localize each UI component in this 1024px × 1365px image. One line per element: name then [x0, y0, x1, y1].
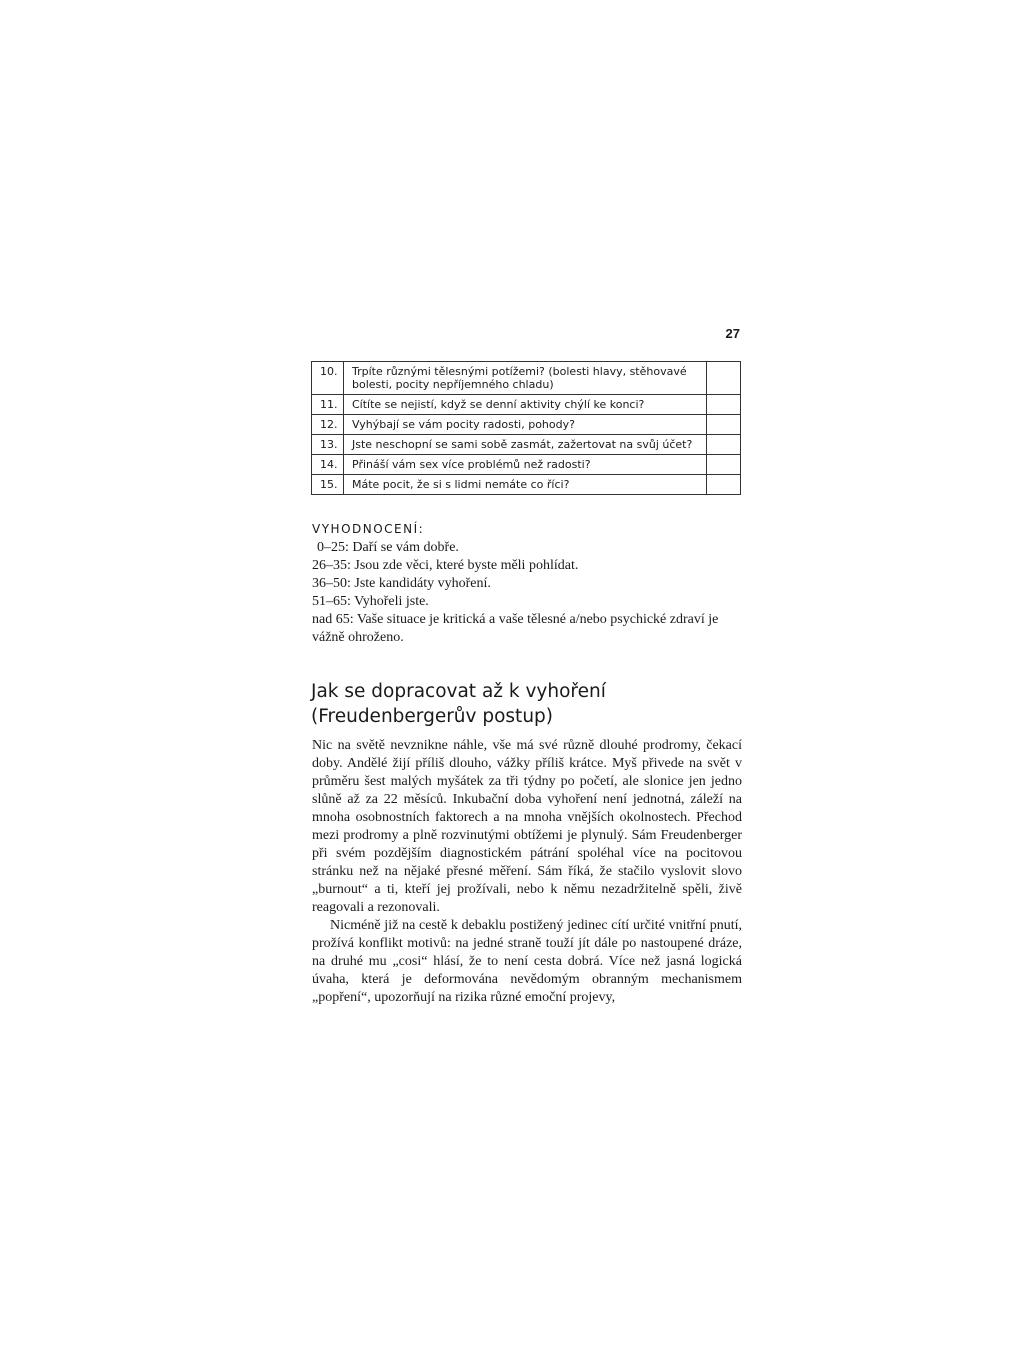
answer-box: [707, 415, 741, 435]
table-row: [312, 362, 741, 395]
paragraph: Nic na světě nevznikne náhle, vše má své různě dlouhé prodromy, čekací doby. Andělé žijí příliš dlouho, vážky příliš krátce. Myš přivede na svět v průměru šest malých myšátek za tři týdny po početí, ale slonice jen jedno slůně až za 22 měsíců. Inkubační doba vyhoření není jednotná, záleží na mnoha osobnostních faktorech a na mnoha vnějších okolnostech. Přechod mezi prodromy a plně rozvinutými obtížemi je plynulý. Sám Freudenberger při svém pozdějším diagnostickém pátrání spoléhal více na pocitovou stránku než na nějaké přesné měření. Sám říká, že stačilo vyslovit slovo „burnout“ a ti, kteří jej prožívali, nebo k němu nezadržitelně spěli, živě reagovali a rezonovali.: [312, 738, 742, 915]
evaluation-item: nad 65: Vaše situace je kritická a vaše tělesné a/nebo psychické zdraví je vážně ohroženo.: [312, 612, 719, 645]
evaluation-heading: VYHODNOCENÍ:: [312, 522, 425, 536]
evaluation-list: [312, 539, 742, 647]
question-number: 14.: [312, 455, 344, 475]
evaluation-item: 26–35: Jsou zde věci, které byste měli pohlídat.: [312, 558, 579, 573]
question-number: 10.: [312, 362, 344, 395]
questionnaire-table: [311, 361, 741, 495]
question-text: Vyhýbají se vám pocity radosti, pohody?: [344, 415, 707, 435]
table-row: [312, 415, 741, 435]
question-text: Jste neschopní se sami sobě zasmát, zažertovat na svůj účet?: [344, 435, 707, 455]
question-text: Máte pocit, že si s lidmi nemáte co říci?: [344, 475, 707, 495]
question-number: 15.: [312, 475, 344, 495]
answer-box: [707, 362, 741, 395]
question-number: 11.: [312, 395, 344, 415]
question-number: 13.: [312, 435, 344, 455]
question-text: Trpíte různými tělesnými potížemi? (bolesti hlavy, stěhovavé bolesti, pocity nepříjemného chladu): [344, 362, 707, 395]
table-row: [312, 435, 741, 455]
evaluation-item: 51–65: Vyhořeli jste.: [312, 594, 429, 609]
table-row: [312, 475, 741, 495]
body-text: [312, 737, 742, 1007]
section-heading-line: Jak se dopracovat až k vyhoření: [311, 681, 606, 702]
paragraph: Nicméně již na cestě k debaklu postižený jedinec cítí určité vnitřní pnutí, prožívá konflikt motivů: na jedné straně touží jít dále po nastoupené dráze, na druhé mu „cosi“ hlásí, že to není cesta dobrá. Více než jasná logická úvaha, která je deformována nevědomým obranným mechanismem „popření“, upozorňují na rizika různé emoční projevy,: [312, 918, 742, 1005]
evaluation-item: 36–50: Jste kandidáty vyhoření.: [312, 576, 491, 591]
answer-box: [707, 395, 741, 415]
page-number: 27: [725, 326, 740, 341]
table-row: [312, 395, 741, 415]
question-text: Přináší vám sex více problémů než radosti?: [344, 455, 707, 475]
evaluation-item: 0–25: Daří se vám dobře.: [317, 540, 459, 555]
section-heading: [311, 679, 741, 729]
question-text: Cítíte se nejistí, když se denní aktivity chýlí ke konci?: [344, 395, 707, 415]
table-row: [312, 455, 741, 475]
answer-box: [707, 455, 741, 475]
answer-box: [707, 475, 741, 495]
question-number: 12.: [312, 415, 344, 435]
answer-box: [707, 435, 741, 455]
section-heading-line: (Freudenbergerův postup): [311, 706, 553, 727]
